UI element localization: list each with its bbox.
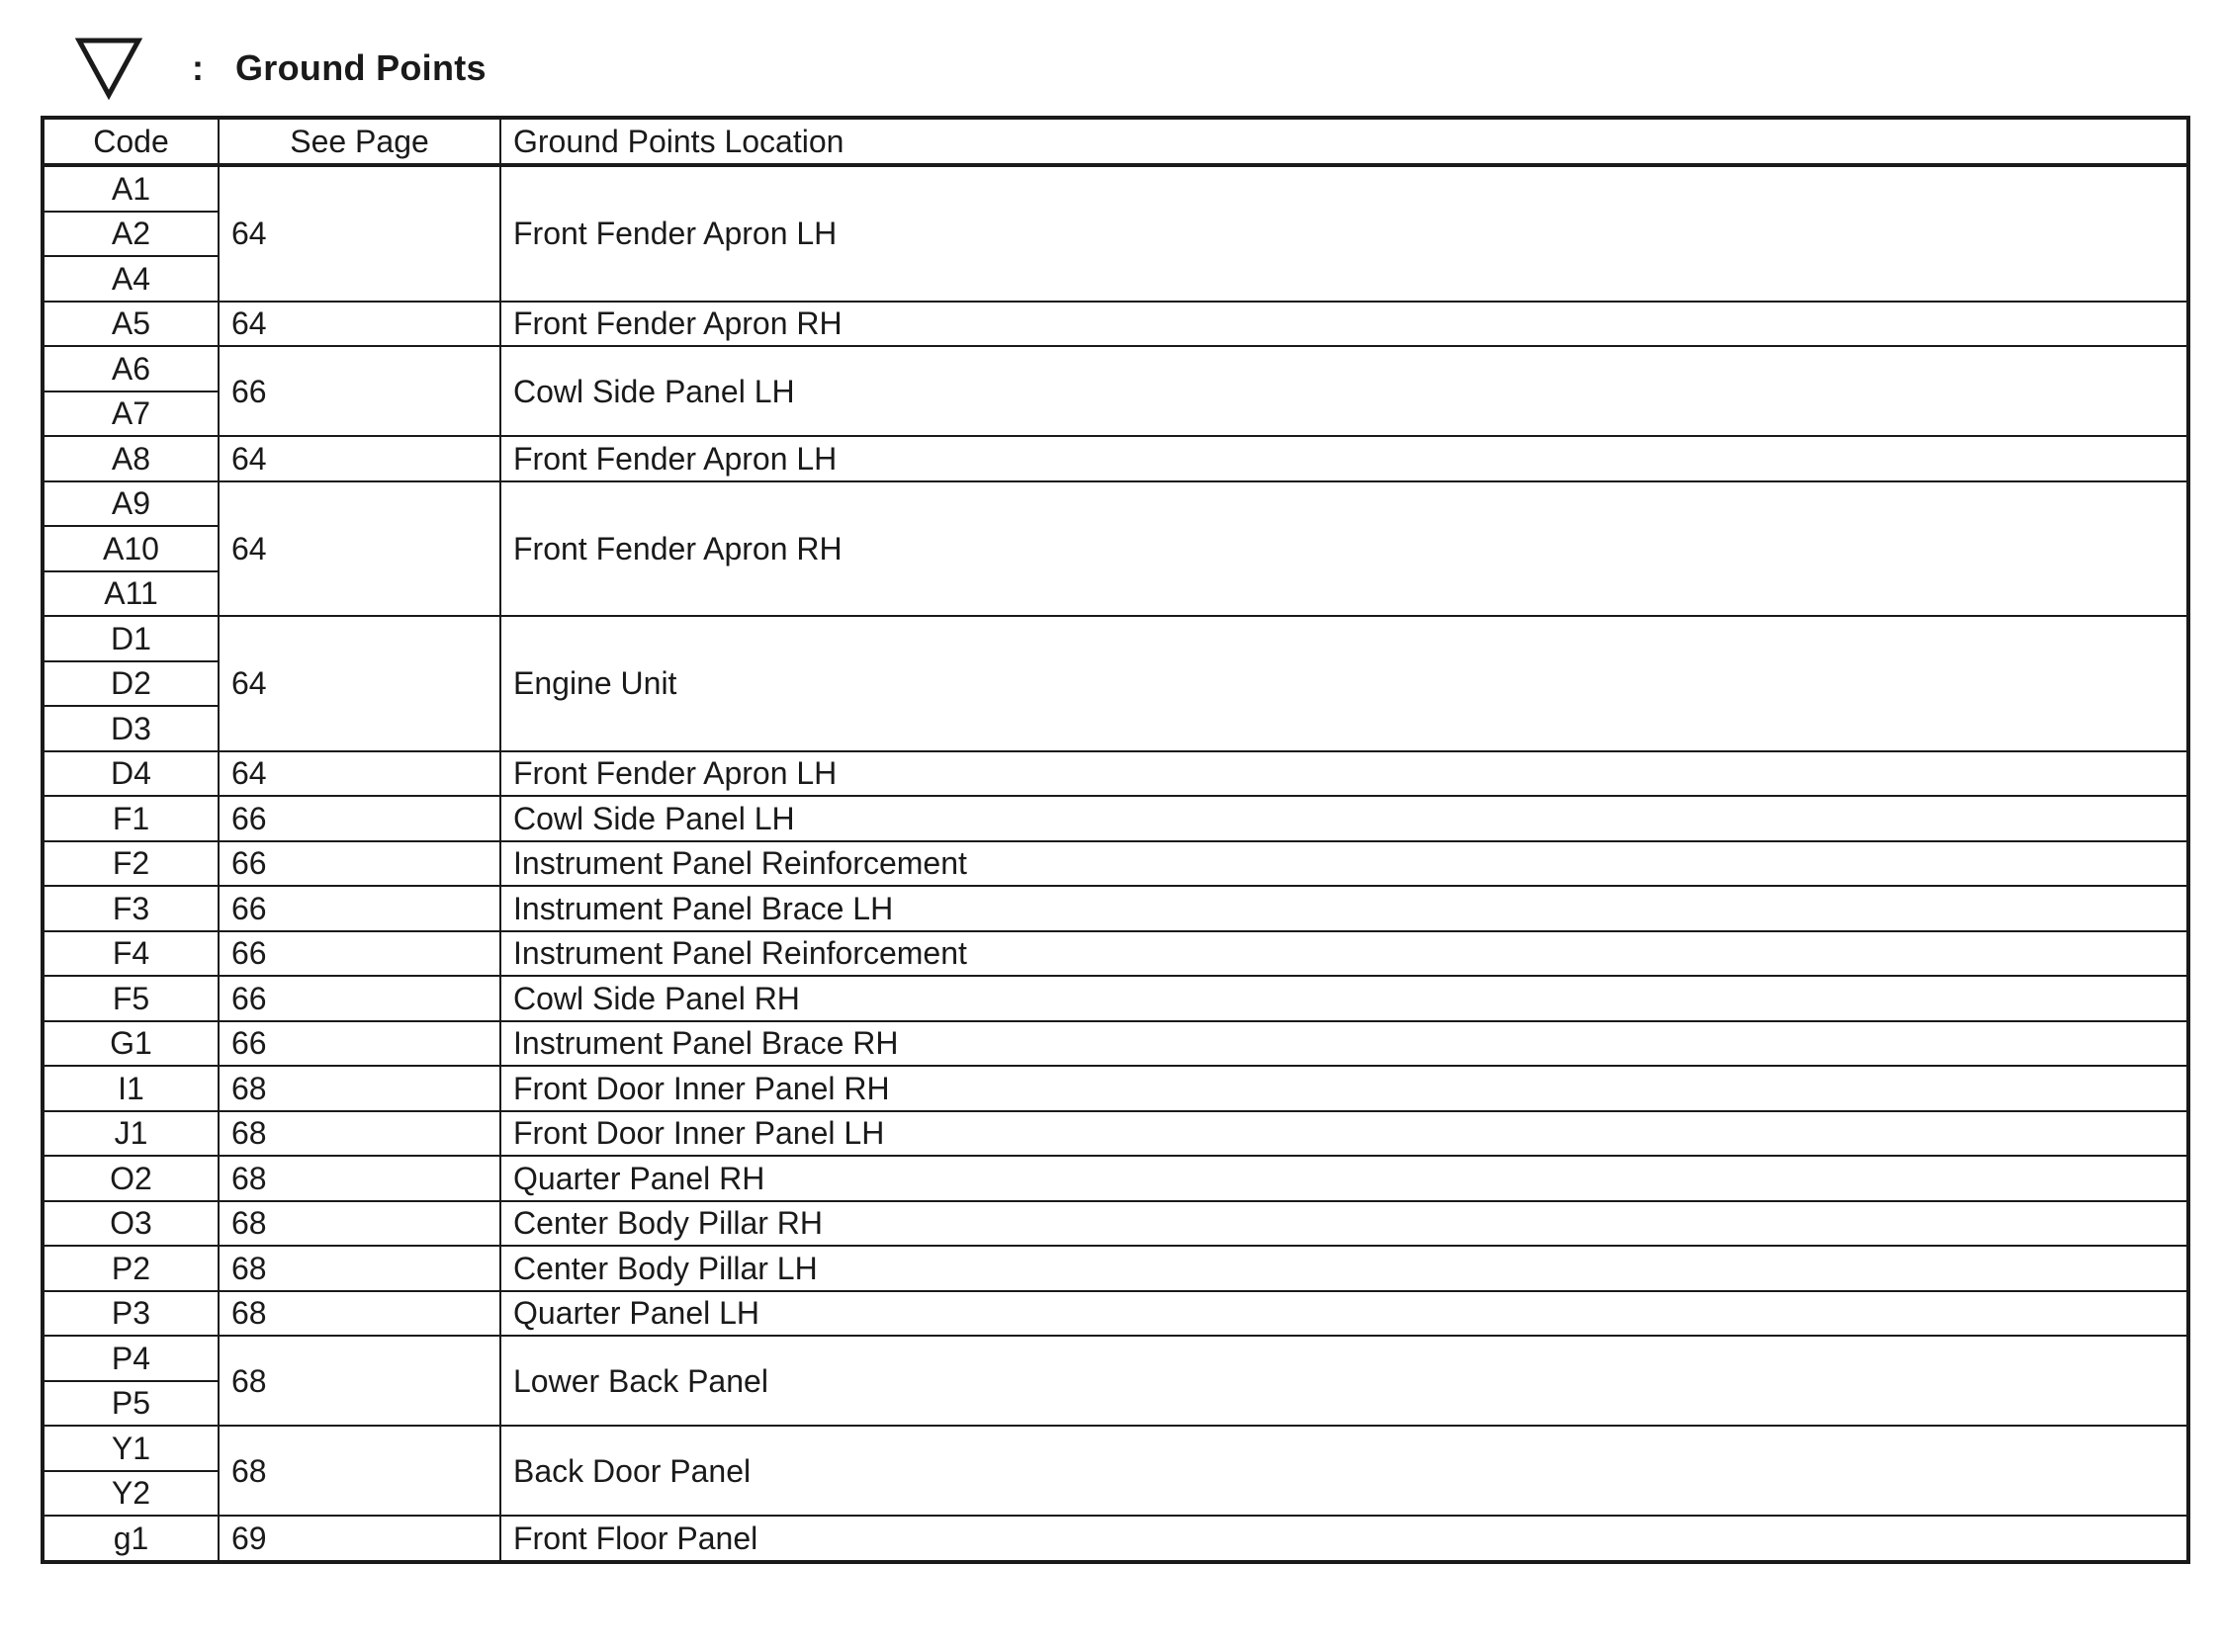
location-cell: Cowl Side Panel LH [500, 796, 2188, 841]
see-page-cell: 68 [219, 1111, 500, 1157]
code-cell: F5 [43, 976, 219, 1021]
code-cell: D2 [43, 661, 219, 707]
code-cell: A5 [43, 302, 219, 347]
see-page-cell: 66 [219, 346, 500, 436]
header-colon: : [192, 47, 204, 88]
location-cell: Front Door Inner Panel RH [500, 1066, 2188, 1111]
code-cell: A1 [43, 165, 219, 212]
location-cell: Cowl Side Panel RH [500, 976, 2188, 1021]
see-page-cell: 68 [219, 1246, 500, 1291]
code-cell: A9 [43, 481, 219, 527]
code-cell: D3 [43, 706, 219, 751]
ground-triangle-icon [75, 36, 142, 101]
code-cell: D4 [43, 751, 219, 797]
code-cell: P2 [43, 1246, 219, 1291]
table-row [43, 1426, 2188, 1471]
see-page-cell: 64 [219, 436, 500, 481]
code-cell: P5 [43, 1381, 219, 1427]
page-title: Ground Points [235, 47, 487, 88]
table-row [43, 165, 2188, 212]
code-cell: I1 [43, 1066, 219, 1111]
see-page-cell: 64 [219, 302, 500, 347]
table-row [43, 1516, 2188, 1562]
code-cell: g1 [43, 1516, 219, 1562]
code-cell: A10 [43, 526, 219, 571]
code-cell: F4 [43, 931, 219, 977]
code-cell: G1 [43, 1021, 219, 1067]
see-page-cell: 66 [219, 841, 500, 887]
code-cell: A11 [43, 571, 219, 617]
see-page-cell: 66 [219, 1021, 500, 1067]
see-page-cell: 64 [219, 481, 500, 617]
see-page-cell: 66 [219, 976, 500, 1021]
table-row [43, 1021, 2188, 1067]
table-row [43, 886, 2188, 931]
table-row [43, 1111, 2188, 1157]
see-page-cell: 68 [219, 1201, 500, 1247]
see-page-cell: 66 [219, 931, 500, 977]
see-page-cell: 68 [219, 1156, 500, 1201]
location-cell: Instrument Panel Brace RH [500, 1021, 2188, 1067]
table-row [43, 1336, 2188, 1381]
location-cell: Instrument Panel Reinforcement [500, 841, 2188, 887]
page-header [75, 36, 487, 101]
column-header-code: Code [43, 118, 219, 165]
location-cell: Back Door Panel [500, 1426, 2188, 1516]
see-page-cell: 68 [219, 1336, 500, 1426]
see-page-cell: 64 [219, 165, 500, 302]
location-cell: Instrument Panel Reinforcement [500, 931, 2188, 977]
table-row [43, 1201, 2188, 1247]
see-page-cell: 64 [219, 751, 500, 797]
location-cell: Front Fender Apron RH [500, 481, 2188, 617]
see-page-cell: 68 [219, 1426, 500, 1516]
table-row [43, 1156, 2188, 1201]
location-cell: Engine Unit [500, 616, 2188, 751]
code-cell: A4 [43, 256, 219, 302]
code-cell: A6 [43, 346, 219, 391]
code-cell: F1 [43, 796, 219, 841]
see-page-cell: 68 [219, 1066, 500, 1111]
location-cell: Front Fender Apron LH [500, 165, 2188, 302]
table-row [43, 436, 2188, 481]
table-row [43, 302, 2188, 347]
location-cell: Lower Back Panel [500, 1336, 2188, 1426]
see-page-cell: 64 [219, 616, 500, 751]
code-cell: A2 [43, 212, 219, 257]
table-row [43, 751, 2188, 797]
ground-points-table [41, 116, 2190, 1564]
table-row [43, 346, 2188, 391]
location-cell: Front Fender Apron RH [500, 302, 2188, 347]
table-row [43, 841, 2188, 887]
table-body [43, 165, 2188, 1562]
table-row [43, 1066, 2188, 1111]
see-page-cell: 69 [219, 1516, 500, 1562]
location-cell: Instrument Panel Brace LH [500, 886, 2188, 931]
code-cell: P3 [43, 1291, 219, 1337]
see-page-cell: 66 [219, 796, 500, 841]
code-cell: F2 [43, 841, 219, 887]
code-cell: F3 [43, 886, 219, 931]
location-cell: Front Fender Apron LH [500, 751, 2188, 797]
location-cell: Center Body Pillar LH [500, 1246, 2188, 1291]
see-page-cell: 66 [219, 886, 500, 931]
location-cell: Front Floor Panel [500, 1516, 2188, 1562]
code-cell: O3 [43, 1201, 219, 1247]
code-cell: O2 [43, 1156, 219, 1201]
table-row [43, 481, 2188, 527]
code-cell: A7 [43, 391, 219, 437]
code-cell: D1 [43, 616, 219, 661]
column-header-see-page: See Page [219, 118, 500, 165]
table-row [43, 976, 2188, 1021]
location-cell: Front Fender Apron LH [500, 436, 2188, 481]
column-header-location: Ground Points Location [500, 118, 2188, 165]
code-cell: A8 [43, 436, 219, 481]
code-cell: Y1 [43, 1426, 219, 1471]
location-cell: Quarter Panel RH [500, 1156, 2188, 1201]
table-row [43, 1246, 2188, 1291]
table-row [43, 796, 2188, 841]
table-row [43, 616, 2188, 661]
location-cell: Cowl Side Panel LH [500, 346, 2188, 436]
location-cell: Center Body Pillar RH [500, 1201, 2188, 1247]
code-cell: J1 [43, 1111, 219, 1157]
location-cell: Front Door Inner Panel LH [500, 1111, 2188, 1157]
table-row [43, 1291, 2188, 1337]
see-page-cell: 68 [219, 1291, 500, 1337]
table-header-row [43, 118, 2188, 165]
code-cell: Y2 [43, 1471, 219, 1517]
location-cell: Quarter Panel LH [500, 1291, 2188, 1337]
table-row [43, 931, 2188, 977]
code-cell: P4 [43, 1336, 219, 1381]
